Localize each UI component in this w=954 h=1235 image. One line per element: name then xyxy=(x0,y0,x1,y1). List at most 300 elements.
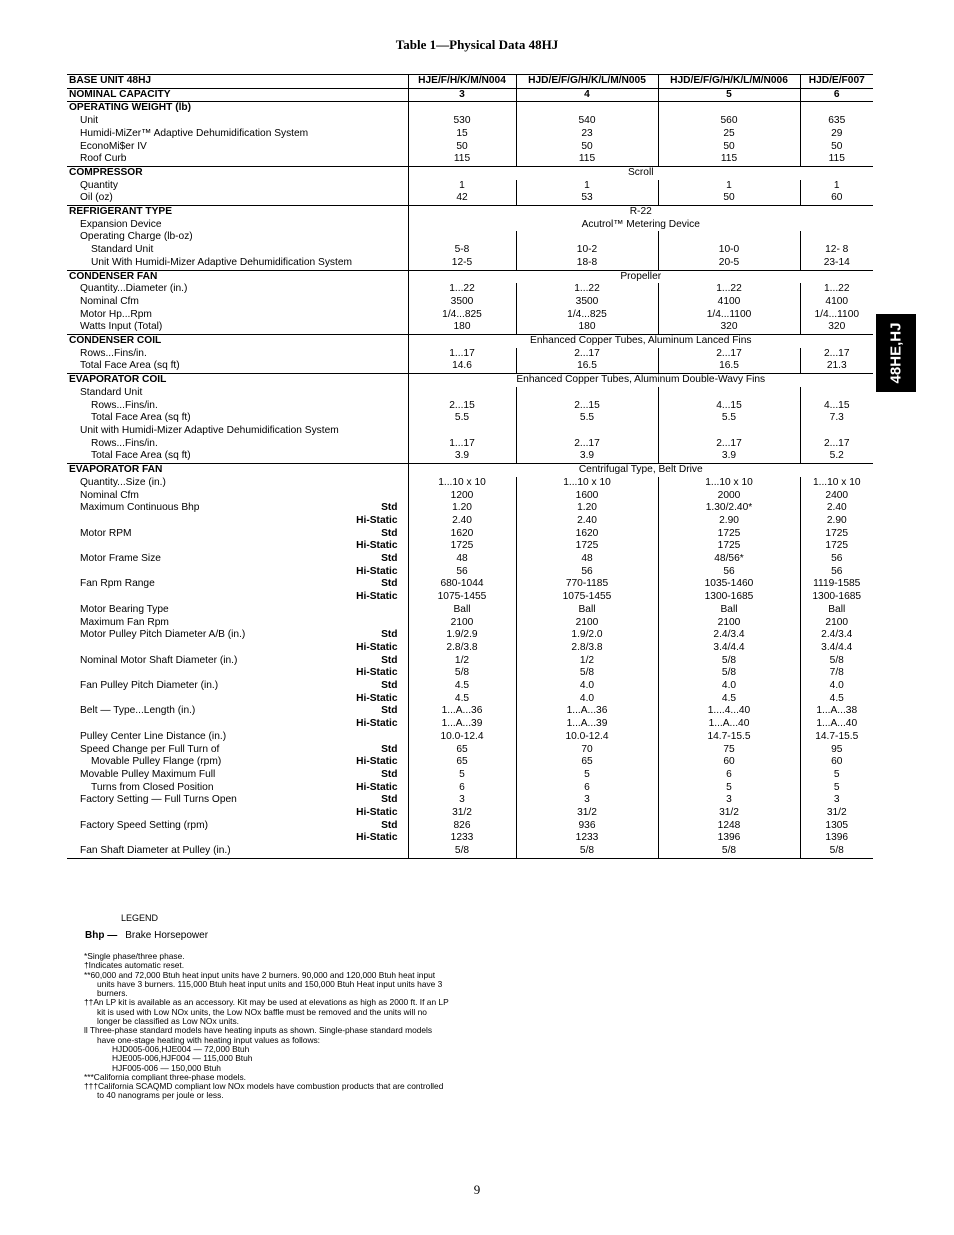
value-cell: 1233 xyxy=(408,832,516,845)
value-cell: 16.5 xyxy=(658,360,800,373)
row-label-cell xyxy=(67,820,408,833)
column-header: HJE/F/H/K/M/N004 xyxy=(408,75,516,89)
row-label-cell xyxy=(67,387,408,400)
value-cell: 5/8 xyxy=(800,655,873,668)
row-label-cell xyxy=(67,731,408,744)
value-cell: 1620 xyxy=(408,528,516,541)
row-label-cell xyxy=(67,756,408,769)
table-row xyxy=(67,642,873,655)
value-cell: 2...17 xyxy=(516,348,658,361)
column-header: HJD/E/F/G/H/K/L/M/N005 xyxy=(516,75,658,89)
value-cell: 115 xyxy=(408,153,516,166)
column-header: BASE UNIT 48HJ xyxy=(67,75,408,89)
table-row xyxy=(67,400,873,413)
row-label: Maximum Fan Rpm xyxy=(80,616,169,628)
value-cell: 18-8 xyxy=(516,257,658,270)
row-label-cell xyxy=(67,321,408,334)
row-label-cell xyxy=(67,412,408,425)
value-cell: 1300-1685 xyxy=(658,591,800,604)
row-label-cell xyxy=(67,655,408,668)
table-row xyxy=(67,604,873,617)
value-cell: 560 xyxy=(658,115,800,128)
table-row xyxy=(67,515,873,528)
footnote: HJD005-006,HJE004 — 72,000 Btuh xyxy=(112,1043,250,1054)
row-label-cell xyxy=(67,180,408,193)
value-cell: 5 xyxy=(800,782,873,795)
value-cell: 2.40 xyxy=(516,515,658,528)
value-cell: 1...10 x 10 xyxy=(658,477,800,490)
row-label: EVAPORATOR FAN xyxy=(69,464,163,476)
value-cell: 1035-1460 xyxy=(658,578,800,591)
value-cell: 1725 xyxy=(800,528,873,541)
table-row xyxy=(67,257,873,270)
row-variant-tag: Hi-Static xyxy=(356,667,398,679)
table-row xyxy=(67,141,873,154)
row-label: Belt — Type...Length (in.) xyxy=(80,705,196,717)
row-label-cell xyxy=(67,231,408,244)
value-cell xyxy=(408,425,516,438)
row-variant-tag: Hi-Static xyxy=(356,781,398,793)
legend-definition: Brake Horsepower xyxy=(125,930,209,941)
row-variant-tag: Std xyxy=(381,680,398,692)
value-cell: 5/8 xyxy=(516,845,658,858)
value-cell: 1300-1685 xyxy=(800,591,873,604)
value-cell: 31/2 xyxy=(658,807,800,820)
value-cell: 4100 xyxy=(800,296,873,309)
row-label: Rows...Fins/in. xyxy=(91,399,158,411)
footnotes xyxy=(84,952,450,1101)
row-label-cell xyxy=(67,296,408,309)
table-row xyxy=(67,450,873,463)
value-cell: 1...A...36 xyxy=(408,705,516,718)
value-cell: 1200 xyxy=(408,490,516,503)
value-cell: 936 xyxy=(516,820,658,833)
row-label-cell xyxy=(67,206,408,219)
value-cell: 29 xyxy=(800,128,873,141)
value-cell: 1.20 xyxy=(516,502,658,515)
value-cell xyxy=(516,231,658,244)
value-cell: 1396 xyxy=(658,832,800,845)
value-cell: 53 xyxy=(516,192,658,205)
table-row xyxy=(67,502,873,515)
value-cell: 1...22 xyxy=(658,283,800,296)
row-label: CONDENSER COIL xyxy=(69,335,162,347)
value-cell: 2...15 xyxy=(516,400,658,413)
value-cell: 4100 xyxy=(658,296,800,309)
table-row xyxy=(67,617,873,630)
row-label-cell xyxy=(67,438,408,451)
footnote: †††California SCAQMD compliant low NOx models have combustion products that are controlled to 40 nanograms per joule or less. xyxy=(84,1081,444,1101)
value-cell: 2100 xyxy=(658,617,800,630)
value-cell xyxy=(658,425,800,438)
row-label-cell xyxy=(67,540,408,553)
value-cell: 10-0 xyxy=(658,244,800,257)
value-cell: 180 xyxy=(516,321,658,334)
table-row xyxy=(67,744,873,757)
value-cell: 320 xyxy=(658,321,800,334)
value-cell: 1/2 xyxy=(408,655,516,668)
table-row xyxy=(67,244,873,257)
value-cell: 1 xyxy=(658,180,800,193)
spanning-value: Centrifugal Type, Belt Drive xyxy=(408,464,873,477)
value-cell: 3500 xyxy=(516,296,658,309)
value-cell: 1725 xyxy=(408,540,516,553)
value-cell: 1725 xyxy=(800,540,873,553)
value-cell: 1...A...38 xyxy=(800,705,873,718)
value-cell: 1 xyxy=(408,180,516,193)
table-row xyxy=(67,718,873,731)
value-cell: 5 xyxy=(408,769,516,782)
legend-abbr: Bhp — xyxy=(85,930,118,941)
table-row xyxy=(67,490,873,503)
table-row xyxy=(67,693,873,706)
row-label: REFRIGERANT TYPE xyxy=(69,206,173,218)
value-cell: 14.7-15.5 xyxy=(658,731,800,744)
value-cell: 12-5 xyxy=(408,257,516,270)
table-row xyxy=(67,528,873,541)
value-cell: 4 xyxy=(516,88,658,102)
row-label: Nominal Cfm xyxy=(80,295,139,307)
value-cell: 770-1185 xyxy=(516,578,658,591)
value-cell: 1...A...40 xyxy=(800,718,873,731)
value-cell: 65 xyxy=(516,756,658,769)
value-cell xyxy=(658,387,800,400)
table-row xyxy=(67,794,873,807)
value-cell: 6 xyxy=(658,769,800,782)
table-row xyxy=(67,731,873,744)
value-cell: 5/8 xyxy=(516,667,658,680)
row-label-cell xyxy=(67,782,408,795)
row-label: Total Face Area (sq ft) xyxy=(91,412,191,424)
value-cell: 4.0 xyxy=(516,680,658,693)
value-cell: 1...A...36 xyxy=(516,705,658,718)
value-cell: 1119-1585 xyxy=(800,578,873,591)
value-cell xyxy=(800,425,873,438)
value-cell: 3 xyxy=(800,794,873,807)
value-cell: 31/2 xyxy=(800,807,873,820)
value-cell: 1305 xyxy=(800,820,873,833)
footnote: *Single phase/three phase. xyxy=(84,951,185,961)
value-cell: 1075-1455 xyxy=(408,591,516,604)
table-row xyxy=(67,128,873,141)
value-cell: 3 xyxy=(408,88,516,102)
row-label: Unit xyxy=(80,115,99,127)
value-cell: 1.9/2.0 xyxy=(516,629,658,642)
table-row xyxy=(67,680,873,693)
value-cell: 2.8/3.8 xyxy=(408,642,516,655)
row-label: Roof Curb xyxy=(80,153,127,165)
table-row xyxy=(67,153,873,166)
section-row xyxy=(67,88,873,102)
value-cell: 65 xyxy=(408,756,516,769)
value-cell: 50 xyxy=(658,141,800,154)
value-cell xyxy=(800,102,873,115)
row-label: Humidi-MiZer™ Adaptive Dehumidification System xyxy=(80,127,309,139)
value-cell: 1.9/2.9 xyxy=(408,629,516,642)
value-cell xyxy=(800,231,873,244)
legend-heading: LEGEND xyxy=(121,913,159,923)
value-cell: 5 xyxy=(658,88,800,102)
row-variant-tag: Hi-Static xyxy=(356,514,398,526)
table-row xyxy=(67,820,873,833)
value-cell: 4...15 xyxy=(800,400,873,413)
row-label: Movable Pulley Maximum Full xyxy=(80,768,216,780)
row-label: Fan Pulley Pitch Diameter (in.) xyxy=(80,680,219,692)
row-label-cell xyxy=(67,693,408,706)
value-cell: 10-2 xyxy=(516,244,658,257)
value-cell: 1...10 x 10 xyxy=(408,477,516,490)
row-label: Standard Unit xyxy=(91,244,154,256)
row-label-cell xyxy=(67,680,408,693)
row-label: OPERATING WEIGHT (lb) xyxy=(69,102,192,114)
value-cell: 56 xyxy=(408,566,516,579)
row-label-cell xyxy=(67,566,408,579)
value-cell: 4.0 xyxy=(516,693,658,706)
value-cell: 1....4...40 xyxy=(658,705,800,718)
value-cell: 5/8 xyxy=(658,655,800,668)
row-label: Motor Bearing Type xyxy=(80,603,169,615)
value-cell: 530 xyxy=(408,115,516,128)
table-row xyxy=(67,348,873,361)
table-row xyxy=(67,231,873,244)
value-cell: 23 xyxy=(516,128,658,141)
value-cell: 1...A...39 xyxy=(408,718,516,731)
row-label-cell xyxy=(67,270,408,283)
row-label-cell xyxy=(67,515,408,528)
row-label: COMPRESSOR xyxy=(69,166,143,178)
row-label-cell xyxy=(67,642,408,655)
table-row xyxy=(67,566,873,579)
value-cell: 3.4/4.4 xyxy=(800,642,873,655)
row-label-cell xyxy=(67,374,408,387)
row-label-cell xyxy=(67,192,408,205)
value-cell: 1...17 xyxy=(408,438,516,451)
value-cell: 115 xyxy=(516,153,658,166)
value-cell: 320 xyxy=(800,321,873,334)
value-cell: 5 xyxy=(800,769,873,782)
table-row xyxy=(67,540,873,553)
table-row xyxy=(67,705,873,718)
row-label: EVAPORATOR COIL xyxy=(69,374,167,386)
table-row xyxy=(67,387,873,400)
row-label-cell xyxy=(67,617,408,630)
row-label: NOMINAL CAPACITY xyxy=(69,88,171,100)
section-row xyxy=(67,335,873,348)
value-cell: 2...17 xyxy=(658,348,800,361)
row-label: Quantity...Size (in.) xyxy=(80,476,166,488)
page-number: 9 xyxy=(473,1182,481,1197)
table-row xyxy=(67,296,873,309)
row-label-cell xyxy=(67,604,408,617)
value-cell: 3 xyxy=(658,794,800,807)
row-label-cell xyxy=(67,141,408,154)
footnote: ll Three-phase standard models have heating inputs as shown. Single-phase standard models have one-stage heating with heating input values as follows: xyxy=(84,1025,433,1045)
value-cell: 2400 xyxy=(800,490,873,503)
row-label: Factory Speed Setting (rpm) xyxy=(80,819,208,831)
row-label-cell xyxy=(67,244,408,257)
value-cell: 1396 xyxy=(800,832,873,845)
row-variant-tag: Std xyxy=(381,794,398,806)
value-cell: 5/8 xyxy=(658,845,800,858)
value-cell: 4.5 xyxy=(408,680,516,693)
value-cell: 1/4...825 xyxy=(408,309,516,322)
row-label: Quantity xyxy=(80,179,118,191)
value-cell: 60 xyxy=(800,192,873,205)
row-label: Operating Charge (lb-oz) xyxy=(80,231,193,243)
row-label: Nominal Motor Shaft Diameter (in.) xyxy=(80,654,238,666)
value-cell: 31/2 xyxy=(516,807,658,820)
value-cell: 5.5 xyxy=(516,412,658,425)
spanning-value: Enhanced Copper Tubes, Aluminum Double-Wavy Fins xyxy=(408,374,873,387)
spanning-value: Enhanced Copper Tubes, Aluminum Lanced Fins xyxy=(408,335,873,348)
value-cell: 6 xyxy=(408,782,516,795)
row-label: Quantity...Diameter (in.) xyxy=(80,283,188,295)
row-label-cell xyxy=(67,400,408,413)
value-cell xyxy=(516,387,658,400)
footnote: ††An LP kit is available as an accessory. Kit may be used at elevations as high as 2000 ft. If an LP kit is used with Low NOx units, the Low NOx baffle must be removed and the units will no longer be classified as Low NOx units. xyxy=(84,997,449,1027)
row-label-cell xyxy=(67,166,408,179)
row-label-cell xyxy=(67,794,408,807)
table-row xyxy=(67,629,873,642)
row-label-cell xyxy=(67,769,408,782)
row-label: Oil (oz) xyxy=(80,192,113,204)
row-label-cell xyxy=(67,102,408,115)
row-label-cell xyxy=(67,464,408,477)
value-cell: 6 xyxy=(516,782,658,795)
row-label-cell xyxy=(67,490,408,503)
row-label: Motor Frame Size xyxy=(80,553,161,565)
table-row xyxy=(67,756,873,769)
table-row xyxy=(67,360,873,373)
value-cell: 60 xyxy=(658,756,800,769)
section-row xyxy=(67,464,873,477)
value-cell: 1...A...39 xyxy=(516,718,658,731)
value-cell: 50 xyxy=(658,192,800,205)
row-label: Watts Input (Total) xyxy=(80,321,163,333)
value-cell: 50 xyxy=(408,141,516,154)
value-cell: 23-14 xyxy=(800,257,873,270)
spanning-value: R-22 xyxy=(408,206,873,219)
value-cell: 2.4/3.4 xyxy=(800,629,873,642)
legend-entry xyxy=(85,930,208,941)
table-row xyxy=(67,321,873,334)
value-cell: 12- 8 xyxy=(800,244,873,257)
value-cell: 680-1044 xyxy=(408,578,516,591)
row-label-cell xyxy=(67,115,408,128)
section-row xyxy=(67,270,873,283)
value-cell: 1...17 xyxy=(408,348,516,361)
row-variant-tag: Std xyxy=(381,768,398,780)
value-cell: 1...22 xyxy=(516,283,658,296)
value-cell: 5/8 xyxy=(408,667,516,680)
value-cell: 48 xyxy=(408,553,516,566)
row-label: Movable Pulley Flange (rpm) xyxy=(91,756,222,768)
table-row xyxy=(67,807,873,820)
value-cell: 1...10 x 10 xyxy=(800,477,873,490)
table-row xyxy=(67,115,873,128)
row-label-cell xyxy=(67,528,408,541)
page-title: Table 1—Physical Data 48HJ xyxy=(395,37,559,52)
row-label: Motor Pulley Pitch Diameter A/B (in.) xyxy=(80,629,246,641)
table-row xyxy=(67,438,873,451)
value-cell: 95 xyxy=(800,744,873,757)
value-cell: 115 xyxy=(800,153,873,166)
value-cell: 56 xyxy=(800,566,873,579)
section-row xyxy=(67,102,873,115)
row-variant-tag: Hi-Static xyxy=(356,756,398,768)
value-cell: 5-8 xyxy=(408,244,516,257)
row-label: Standard Unit xyxy=(80,386,143,398)
table-row xyxy=(67,591,873,604)
row-label-cell xyxy=(67,705,408,718)
value-cell: 50 xyxy=(800,141,873,154)
table-row xyxy=(67,553,873,566)
row-label: Unit with Humidi-Mizer Adaptive Dehumidification System xyxy=(80,424,339,436)
value-cell: 1/4...825 xyxy=(516,309,658,322)
table-row xyxy=(67,283,873,296)
section-row xyxy=(67,374,873,387)
section-row xyxy=(67,166,873,179)
value-cell: 56 xyxy=(800,553,873,566)
value-cell: 4.5 xyxy=(658,693,800,706)
value-cell: 2.8/3.8 xyxy=(516,642,658,655)
table-row xyxy=(67,477,873,490)
value-cell: 4.0 xyxy=(800,680,873,693)
value-cell: 5 xyxy=(516,769,658,782)
row-label: Fan Rpm Range xyxy=(80,578,155,590)
row-label-cell xyxy=(67,219,408,232)
column-header: HJD/E/F007 xyxy=(800,75,873,89)
row-label-cell xyxy=(67,425,408,438)
value-cell: 14.6 xyxy=(408,360,516,373)
value-cell: 5/8 xyxy=(658,667,800,680)
table-row xyxy=(67,219,873,232)
value-cell: 540 xyxy=(516,115,658,128)
value-cell: 10.0-12.4 xyxy=(408,731,516,744)
value-cell xyxy=(516,425,658,438)
value-cell: 5.2 xyxy=(800,450,873,463)
value-cell: 3.9 xyxy=(408,450,516,463)
spanning-value: Scroll xyxy=(408,166,873,179)
value-cell: 2...15 xyxy=(408,400,516,413)
value-cell xyxy=(408,231,516,244)
row-label-cell xyxy=(67,309,408,322)
value-cell: 42 xyxy=(408,192,516,205)
table-row xyxy=(67,309,873,322)
value-cell: 65 xyxy=(408,744,516,757)
row-variant-tag: Hi-Static xyxy=(356,718,398,730)
row-label: Pulley Center Line Distance (in.) xyxy=(80,730,227,742)
value-cell: 3.9 xyxy=(516,450,658,463)
value-cell xyxy=(408,102,516,115)
row-variant-tag: Std xyxy=(381,578,398,590)
spanning-value: Acutrol™ Metering Device xyxy=(408,219,873,232)
value-cell: 5 xyxy=(658,782,800,795)
footnote: HJE005-006,HJF004 — 115,000 Btuh xyxy=(112,1053,253,1064)
row-label-cell xyxy=(67,128,408,141)
table-row xyxy=(67,655,873,668)
value-cell: 56 xyxy=(516,566,658,579)
value-cell: 1/2 xyxy=(516,655,658,668)
value-cell: 2000 xyxy=(658,490,800,503)
row-variant-tag: Std xyxy=(381,654,398,666)
row-variant-tag: Hi-Static xyxy=(356,832,398,844)
value-cell xyxy=(658,231,800,244)
row-label: CONDENSER FAN xyxy=(69,270,158,282)
value-cell: Ball xyxy=(408,604,516,617)
value-cell: 1725 xyxy=(658,528,800,541)
row-label: Turns from Closed Position xyxy=(91,781,214,793)
